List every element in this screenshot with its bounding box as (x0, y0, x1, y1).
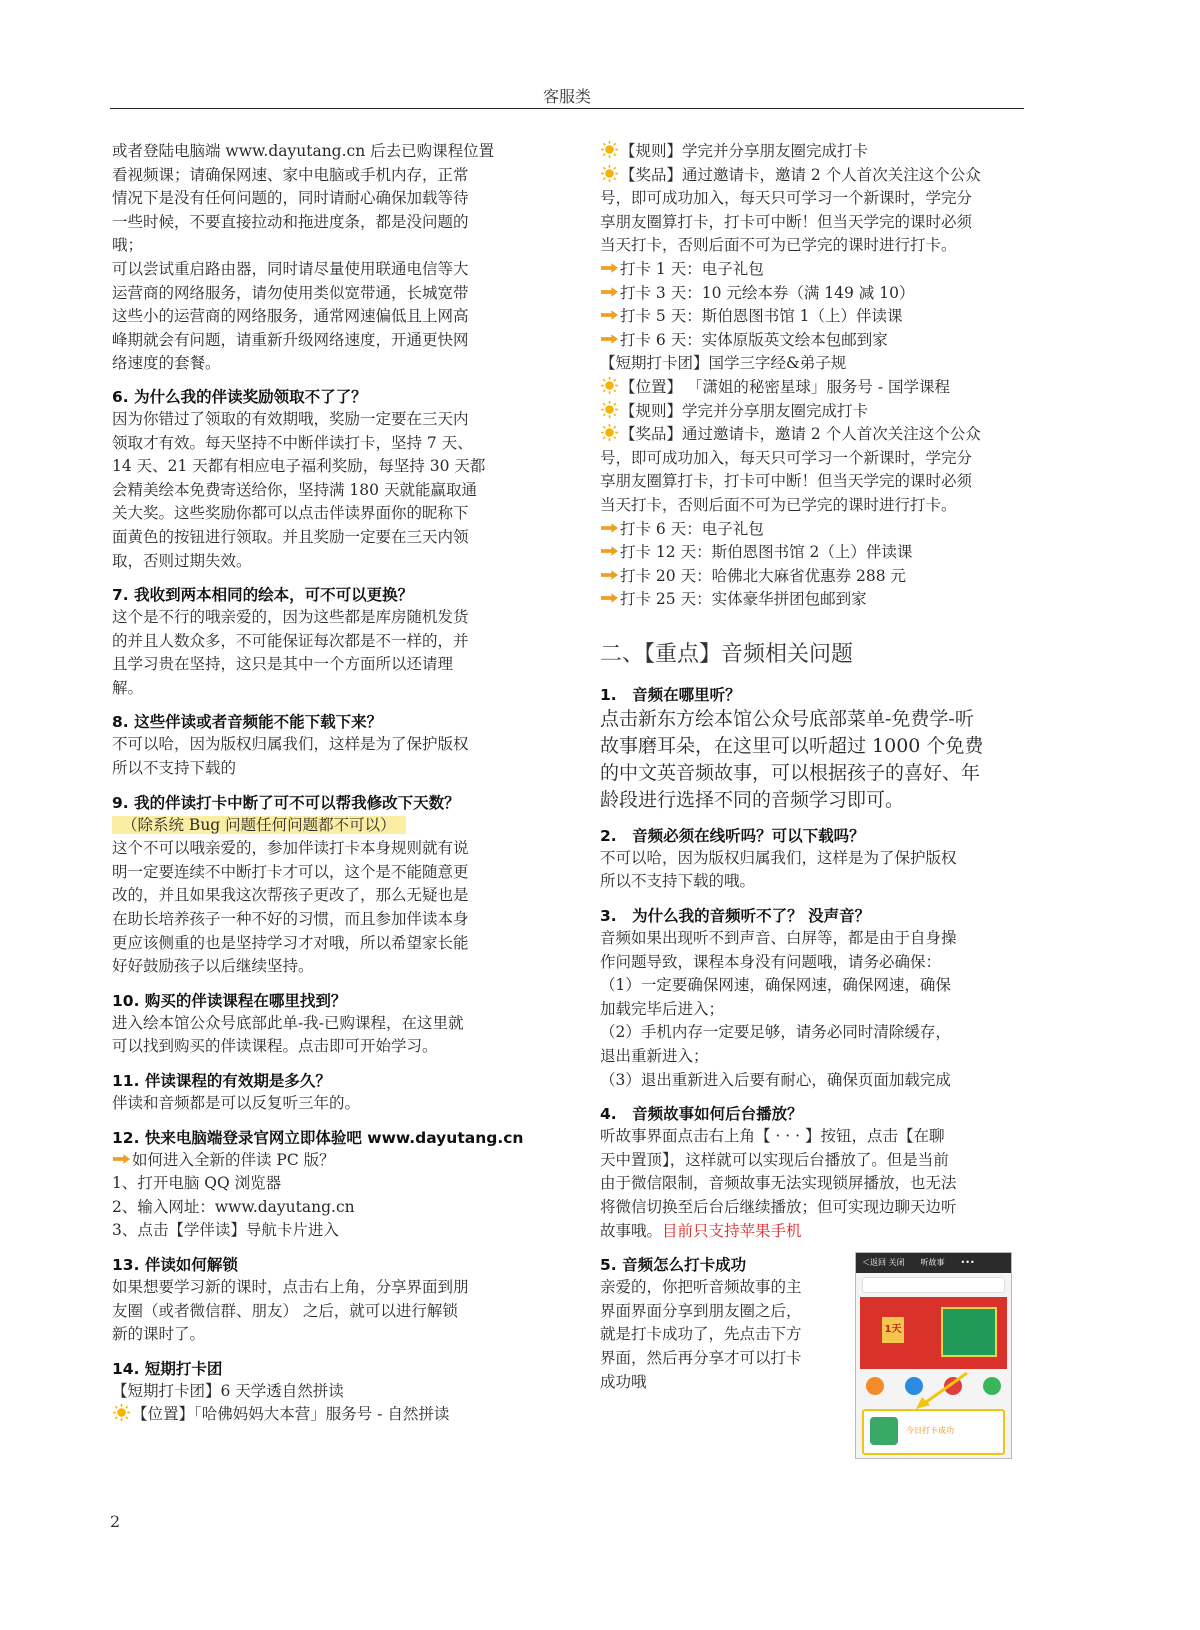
prize-line (600, 234, 1020, 258)
line-text: 当天打卡，否则后面不可为已学完的课时进行打卡。 (600, 495, 957, 514)
question-11: 11. 伴读课程的有效期是多久？ (112, 1072, 331, 1090)
line-text: 成功哦 (600, 1372, 647, 1391)
line-text: 3、点击【学伴读】导航卡片进入 (112, 1221, 339, 1240)
text-line (112, 550, 532, 574)
text-line (112, 329, 532, 353)
audio-answer-2 (600, 847, 1020, 894)
left-column (112, 140, 532, 1427)
line-text: 哦； (112, 236, 144, 255)
iphone-only-note: 目前只支持苹果手机 (662, 1221, 802, 1240)
answer-11 (112, 1092, 532, 1116)
line-text: （2）手机内存一定要足够，请务必同时清除缓存， (600, 1023, 951, 1042)
text-line (112, 1276, 532, 1300)
text-line (112, 861, 532, 885)
text-line (600, 1045, 1020, 1069)
text-line (600, 760, 1020, 787)
pointing-hand-icon (112, 1152, 131, 1166)
line-text: 如果想要学习新的课时，点击右上角，分享界面到朋 (112, 1277, 469, 1296)
text-line (112, 1300, 532, 1324)
text-line (112, 526, 532, 550)
line-text: 运营商的网络服务，请勿使用类似宽带通，长城宽带 (112, 283, 469, 302)
audio-answer-4-last (600, 1220, 1020, 1244)
line-text: 亲爱的，你把听音频故事的主 (600, 1278, 802, 1297)
text-line (112, 1172, 532, 1196)
line-text: 在助长培养孩子一种不好的习惯，而且参加伴读本身 (112, 910, 469, 929)
line-text: 更应该侧重的也是坚持学习才对哦，所以希望家长能 (112, 933, 469, 952)
text-line (600, 951, 1020, 975)
text-line (112, 1012, 532, 1036)
text-line (600, 870, 1020, 894)
text-line (600, 787, 1020, 814)
checkin-day-item (600, 588, 1020, 612)
pc-intro-line (112, 1149, 532, 1173)
page-header-title: 客服类 (542, 87, 591, 106)
line-text: 可以尝试重启路由器，同时请尽量使用联通电信等大 (112, 259, 469, 278)
line-text: 关大奖。这些奖励你都可以点击伴读界面你的昵称下 (112, 504, 469, 523)
line-text: 进入绘本馆公众号底部此单-我-已购课程，在这里就 (112, 1013, 464, 1032)
text-line (112, 164, 532, 188)
text-line (112, 955, 532, 979)
checkin-day-item (600, 282, 1020, 306)
text-line (600, 847, 1020, 871)
line-text: 号，即可成功加入，每天只可学习一个新课时，学完分 (600, 189, 973, 208)
prize-line (600, 211, 1020, 235)
pointing-hand-icon (600, 521, 619, 535)
text-line (112, 305, 532, 329)
text-line (112, 1219, 532, 1243)
location-text: 【位置】「哈佛妈妈大本营」服务号 - 自然拼读 (132, 1405, 450, 1424)
gift-box-image (941, 1307, 997, 1357)
line-text: 打卡 3 天：10 元绘本券（满 149 减 10） (620, 283, 915, 302)
phone-search-bar (862, 1277, 1005, 1293)
line-text: 伴读和音频都是可以反复听三年的。 (112, 1094, 361, 1112)
text-line (112, 733, 532, 757)
text-line (112, 408, 532, 432)
intro-paragraph (112, 140, 532, 376)
phone-banner (860, 1297, 1007, 1369)
pointing-hand-icon (600, 568, 619, 582)
text-line (600, 733, 1020, 760)
line-text: 当天打卡，否则后面不可为已学完的课时进行打卡。 (600, 236, 957, 255)
text-line (112, 502, 532, 526)
rule-line-1 (600, 140, 1020, 164)
text-line (112, 211, 532, 235)
checkin-day-item (600, 305, 1020, 329)
line-text: 或者登陆电脑端 www.dayutang.cn 后去已购课程位置 (112, 142, 495, 160)
text-line (112, 234, 532, 258)
line-text: 新的课时了。 (112, 1325, 206, 1344)
line-text: 打卡 6 天：电子礼包 (620, 519, 764, 538)
line-text: 1、打开电脑 QQ 浏览器 (112, 1174, 282, 1193)
pc-intro-text: 如何进入全新的伴读 PC 版？ (132, 1150, 335, 1169)
line-text: 不可以哈，因为版权归属我们，这样是为了保护版权 (112, 735, 469, 754)
line-text: 打卡 25 天：实体豪华拼团包邮到家 (620, 590, 867, 609)
text-line (600, 1196, 1020, 1220)
line-text: 这个不可以哦亲爱的，参加伴读打卡本身规则就有说 (112, 839, 469, 858)
line-text: 打卡 1 天：电子礼包 (620, 259, 764, 278)
phone-screenshot (855, 1252, 1012, 1459)
audio-question-4: 4. 音频故事如何后台播放？ (600, 1105, 803, 1124)
audio-question-5: 5. 音频怎么打卡成功 (600, 1256, 747, 1275)
line-text: 面黄色的按钮进行领取。并且奖励一定要在三天内领 (112, 527, 469, 546)
text-line (112, 757, 532, 781)
line-text: 峰期就会有问题，请重新升级网络速度，开通更快网 (112, 330, 469, 349)
text-line (600, 998, 1020, 1022)
line-text: 不可以哈，因为版权归属我们，这样是为了保护版权 (600, 848, 957, 867)
line-text: 天中置顶】，这样就可以实现后台播放了。但是当前 (600, 1150, 949, 1169)
sun-icon (600, 376, 619, 395)
text-line (112, 606, 532, 630)
line-text: 所以不支持下载的哦。 (600, 872, 756, 891)
line-text: 由于微信限制，音频故事无法实现锁屏播放，也无法 (600, 1174, 957, 1193)
line-text: 【规则】学完并分享朋友圈完成打卡 (620, 401, 869, 420)
text-line (112, 932, 532, 956)
line-text: 解。 (112, 678, 144, 697)
checkin-day-item (600, 258, 1020, 282)
line-text: 打卡 5 天：斯伯恩图书馆 1（上）伴读课 (620, 307, 903, 326)
audio-answer-4 (600, 1125, 1020, 1219)
audio-answer-1 (600, 706, 1020, 814)
line-text: 将微信切换至后台后继续播放；但可实现边聊天边听 (600, 1198, 957, 1216)
line-text: 界面界面分享到朋友圈之后， (600, 1301, 802, 1320)
line-text: 享朋友圈算打卡，打卡可中断！但当天学完的课时必须 (600, 212, 973, 231)
line-text: 打卡 12 天：斯伯恩图书馆 2（上）伴读课 (620, 543, 913, 562)
text-line (600, 1069, 1020, 1093)
highlight-note: （除系统 Bug 问题任何问题都不可以） (112, 816, 406, 834)
phone-topbar: ＜返回 关闭 听故事 ••• (856, 1253, 1011, 1273)
question-9: 9. 我的伴读打卡中断了可不可以帮我修改下天数？ (112, 793, 460, 812)
rule-line-2 (600, 400, 1020, 424)
text-line (112, 352, 532, 376)
answer-10 (112, 1012, 532, 1059)
line-text: 听故事界面点击右上角【 · · · 】按钮，点击【在聊 (600, 1127, 945, 1146)
line-text: 2、输入网址：www.dayutang.cn (112, 1197, 355, 1216)
line-text: 好好鼓励孩子以后继续坚持。 (112, 957, 314, 976)
checkin-day-item (600, 541, 1020, 565)
line-text: 加载完毕后进入； (600, 999, 725, 1018)
pointing-hand-icon (600, 285, 619, 299)
line-text: 所以不支持下载的 (112, 759, 237, 778)
line-text: 就是打卡成功了，先点击下方 (600, 1325, 802, 1344)
text-line (600, 1021, 1020, 1045)
sun-icon (600, 400, 619, 419)
text-line (112, 258, 532, 282)
answer-13 (112, 1276, 532, 1347)
menu-icon-1 (866, 1377, 884, 1395)
text-line (600, 1172, 1020, 1196)
section-heading: 二、【重点】音频相关问题 (600, 641, 854, 667)
answer-9 (112, 837, 532, 979)
checkin-day-item (600, 565, 1020, 589)
text-line (112, 455, 532, 479)
line-text: 络速度的套餐。 (112, 354, 221, 373)
text-line (112, 837, 532, 861)
line-text: 的中文英音频故事，可以根据孩子的喜好、年 (600, 761, 981, 784)
location-line-2 (600, 376, 1020, 400)
audio-answer-3 (600, 927, 1020, 1092)
prize-block-1 (600, 164, 1020, 258)
line-text: 【奖品】通过邀请卡，邀请 2 个人首次关注这个公众 (620, 425, 981, 444)
line-text: 可以找到购买的伴读课程。点击即可开始学习。 (112, 1037, 438, 1056)
line-text: 点击新东方绘本馆公众号底部菜单-免费学-听 (600, 707, 974, 730)
pc-steps (112, 1172, 532, 1243)
short-group-title: 【短期打卡团】6 天学透自然拼读 (112, 1381, 344, 1400)
line-text: 打卡 6 天：实体原版英文绘本包邮到家 (620, 330, 888, 349)
line-text: 享朋友圈算打卡，打卡可中断！但当天学完的课时必须 (600, 472, 973, 491)
text-line (600, 974, 1020, 998)
text-line (112, 1196, 532, 1220)
prize-line (600, 423, 1020, 447)
line-text: 故事磨耳朵，在这里可以听超过 1000 个免费 (600, 734, 984, 757)
text-line (112, 1035, 532, 1059)
line-text: 这个是不行的哦亲爱的，因为这些都是库房随机发货 (112, 608, 469, 627)
pointing-hand-icon (600, 308, 619, 322)
pointing-hand-icon (600, 332, 619, 346)
header-rule (110, 108, 1024, 109)
pointing-hand-icon (600, 544, 619, 558)
text-line (112, 677, 532, 701)
question-10: 10. 购买的伴读课程在哪里找到？ (112, 991, 347, 1010)
a4-last-text: 故事哦。 (600, 1221, 663, 1240)
card-text: 今日打卡成功 (906, 1426, 954, 1435)
line-text: 界面，然后再分享才可以打卡 (600, 1348, 802, 1367)
line-text: 取，否则过期失效。 (112, 551, 252, 570)
answer-7 (112, 606, 532, 700)
prize-line (600, 470, 1020, 494)
page-number: 2 (110, 1512, 121, 1531)
text-line (600, 1125, 1020, 1149)
text-line (112, 187, 532, 211)
yellow-arrow-icon (912, 1371, 972, 1411)
line-text: 友圈（或者微信群、朋友） 之后，就可以进行解锁 (112, 1301, 458, 1320)
line-text: 情况下是没有任何问题的，同时请耐心确保加载等待 (112, 189, 469, 208)
checkin-day-item (600, 329, 1020, 353)
sun-icon (600, 423, 619, 442)
question-8: 8. 这些伴读或者音频能不能下载下来？ (112, 713, 383, 732)
line-text: （3）退出重新进入后要有耐心，确保页面加载完成 (600, 1070, 951, 1089)
group-title-2: 【短期打卡团】国学三字经&弟子规 (600, 354, 847, 373)
line-text: 领取才有效。每天坚持不中断伴读打卡，坚持 7 天、 (112, 433, 473, 452)
text-line (112, 140, 532, 164)
checkin-days-1 (600, 258, 1020, 352)
right-column (600, 140, 1020, 1394)
audio-question-1: 1. 音频在哪里听？ (600, 685, 741, 704)
pointing-hand-icon (600, 591, 619, 605)
menu-icon-4 (983, 1377, 1001, 1395)
prize-line (600, 494, 1020, 518)
question-13: 13. 伴读如何解锁 (112, 1255, 238, 1274)
question-6: 6. 为什么我的伴读奖励领取不了了？ (112, 387, 367, 406)
text-line (112, 432, 532, 456)
line-text: 号，即可成功加入，每天只可学习一个新课时，学完分 (600, 448, 973, 467)
line-text: 会精美绘本免费寄送给你，坚持满 180 天就能赢取通 (112, 480, 477, 499)
text-line (112, 1092, 532, 1116)
line-text: 这些小的运营商的网络服务，通常网速偏低且上网高 (112, 307, 469, 326)
line-text: 打卡 20 天：哈佛北大麻省优惠券 288 元 (620, 566, 907, 585)
text-line (112, 884, 532, 908)
prize-line (600, 187, 1020, 211)
text-line (112, 282, 532, 306)
text-line (112, 653, 532, 677)
line-text: 看视频课；请确保网速、家中电脑或手机内存，正常 (112, 165, 469, 184)
line-text: （1）一定要确保网速，确保网速，确保网速，确保 (600, 976, 951, 995)
question-14: 14. 短期打卡团 (112, 1359, 223, 1378)
line-text: 一些时候，不要直接拉动和拖进度条，都是没问题的 (112, 212, 469, 231)
line-text: 【位置】 「潇姐的秘密星球」服务号 - 国学课程 (620, 377, 951, 396)
line-text: 因为你错过了领取的有效期哦，奖励一定要在三天内 (112, 409, 469, 428)
checkin-day-item (600, 518, 1020, 542)
line-text: 的并且人数众多，不可能保证每次都是不一样的，并 (112, 631, 469, 650)
location-line (112, 1403, 532, 1427)
text-line (112, 630, 532, 654)
prize-block-2 (600, 423, 1020, 517)
line-text: 【奖品】通过邀请卡，邀请 2 个人首次关注这个公众 (620, 165, 981, 184)
sun-icon (600, 140, 619, 159)
line-text: 改的，并且如果我这次帮孩子更改了，那么无疑也是 (112, 886, 469, 905)
checkin-days-2 (600, 518, 1020, 612)
text-line (112, 479, 532, 503)
question-12: 12. 快来电脑端登录官网立即体验吧 www.dayutang.cn (112, 1128, 524, 1147)
audio-question-3: 3. 为什么我的音频听不了？ 没声音？ (600, 907, 871, 926)
line-text: 明一定要连续不中断打卡才可以，这个是不能随意更 (112, 862, 469, 881)
line-text: 作问题导致，课程本身没有问题哦，请务必确保： (600, 952, 942, 971)
audio-question-2: 2. 音频必须在线听吗？可以下载吗？ (600, 826, 865, 845)
line-text: 且学习贵在坚持，这只是其中一个方面所以还请理 (112, 655, 454, 674)
card-app-icon (870, 1417, 898, 1445)
line-text: 退出重新进入； (600, 1047, 709, 1066)
question-7: 7. 我收到两本相同的绘本，可不可以更换？ (112, 586, 414, 605)
text-line (600, 706, 1020, 733)
text-line (600, 1149, 1020, 1173)
line-text: 【规则】学完并分享朋友圈完成打卡 (620, 142, 869, 160)
line-text: 14 天、21 天都有相应电子福利奖励，每坚持 30 天都 (112, 457, 486, 476)
pointing-hand-icon (600, 261, 619, 275)
calendar-badge: 1天 (882, 1317, 904, 1343)
checkin-success-card (862, 1409, 1005, 1455)
prize-line (600, 447, 1020, 471)
prize-line (600, 164, 1020, 188)
line-text: 音频如果出现听不到声音、白屏等，都是由于自身操 (600, 929, 957, 948)
line-text: 龄段进行选择不同的音频学习即可。 (600, 788, 905, 811)
text-line (112, 908, 532, 932)
sun-icon (600, 164, 619, 183)
text-line (112, 1323, 532, 1347)
answer-6 (112, 408, 532, 573)
text-line (600, 927, 1020, 951)
answer-8 (112, 733, 532, 780)
sun-icon (112, 1403, 131, 1422)
